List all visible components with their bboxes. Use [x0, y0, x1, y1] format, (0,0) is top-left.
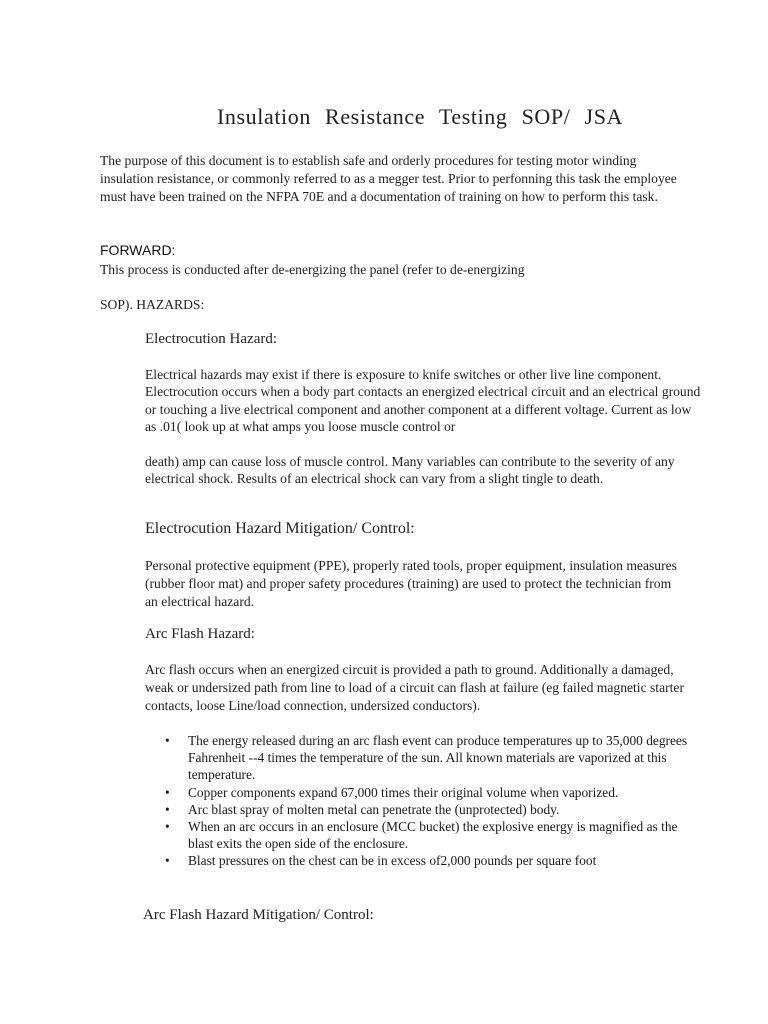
- hazard-bullet-list: [165, 732, 705, 870]
- electrocution-paragraph-1: Electrical hazards may exist if there is exposure to knife switches or other live line component. Electrocution occurs when a body part contacts an energized electrical circuit and an electrical ground or touching a live electrical component and another component at a different voltage. Current as low as .01( look up at what amps you loose muscle control or: [145, 367, 701, 435]
- bullet-icon: •: [165, 853, 170, 869]
- electrocution-paragraph-2: death) amp can cause loss of muscle control. Many variables can contribute to the severity of any electrical shock. Results of an electrical shock can vary from a slight tingle to death.: [145, 454, 675, 487]
- sop-hazards-text: SOP). HAZARDS:: [100, 297, 205, 312]
- bullet-icon: •: [165, 784, 170, 800]
- list-item-text: The energy released during an arc flash event can produce temperatures up to 35,000 degrees Fahrenheit --4 times the temperature of the sun. All known materials are vaporized at this temperature.: [188, 733, 688, 783]
- mitigation-heading: Electrocution Hazard Mitigation/ Control:: [145, 520, 415, 537]
- list-item: [165, 818, 705, 852]
- bullet-icon: •: [165, 733, 170, 748]
- arc-mitigation-heading: Arc Flash Hazard Mitigation/ Control:: [143, 907, 374, 923]
- electrocution-heading: Electrocution Hazard:: [145, 331, 278, 347]
- intro-paragraph: The purpose of this document is to establish safe and orderly procedures for testing motor winding insulation resistance, or commonly referred to as a megger test. Prior to perfonning this task the employee must have been trained on the NFPA 70E and a documentation of training on how to perform this task.: [100, 153, 677, 204]
- arc-flash-paragraph: Arc flash occurs when an energized circuit is provided a path to ground. Additionally a damaged, weak or undersized path from line to load of a circuit can flash at failure (eg failed magnetic starter contacts, loose Line/load connection, undersized conductors).: [145, 662, 684, 713]
- bullet-icon: •: [165, 819, 170, 835]
- arc-flash-heading: Arc Flash Hazard:: [145, 626, 255, 642]
- document-title: Insulation Resistance Testing SOP/ JSA: [216, 104, 624, 129]
- list-item: [165, 801, 705, 818]
- list-item: [165, 732, 705, 784]
- list-item: [165, 784, 705, 801]
- list-item-text: Blast pressures on the chest can be in excess of2,000 pounds per square foot: [188, 853, 597, 869]
- bullet-icon: •: [165, 801, 170, 817]
- list-item: [165, 852, 705, 869]
- list-item-text: Copper components expand 67,000 times their original volume when vaporized.: [188, 784, 619, 800]
- forward-label: FORWARD:: [100, 242, 176, 258]
- ppe-paragraph: Personal protective equipment (PPE), properly rated tools, proper equipment, insulation measures (rubber floor mat) and proper safety procedures (training) are used to protect the technician from an electrical hazard.: [145, 558, 677, 609]
- list-item-text: Arc blast spray of molten metal can penetrate the (unprotected) body.: [188, 801, 560, 817]
- list-item-text: When an arc occurs in an enclosure (MCC bucket) the explosive energy is magnified as the blast exits the open side of the enclosure.: [188, 819, 678, 852]
- process-text: This process is conducted after de-energizing the panel (refer to de-energizing: [100, 262, 525, 277]
